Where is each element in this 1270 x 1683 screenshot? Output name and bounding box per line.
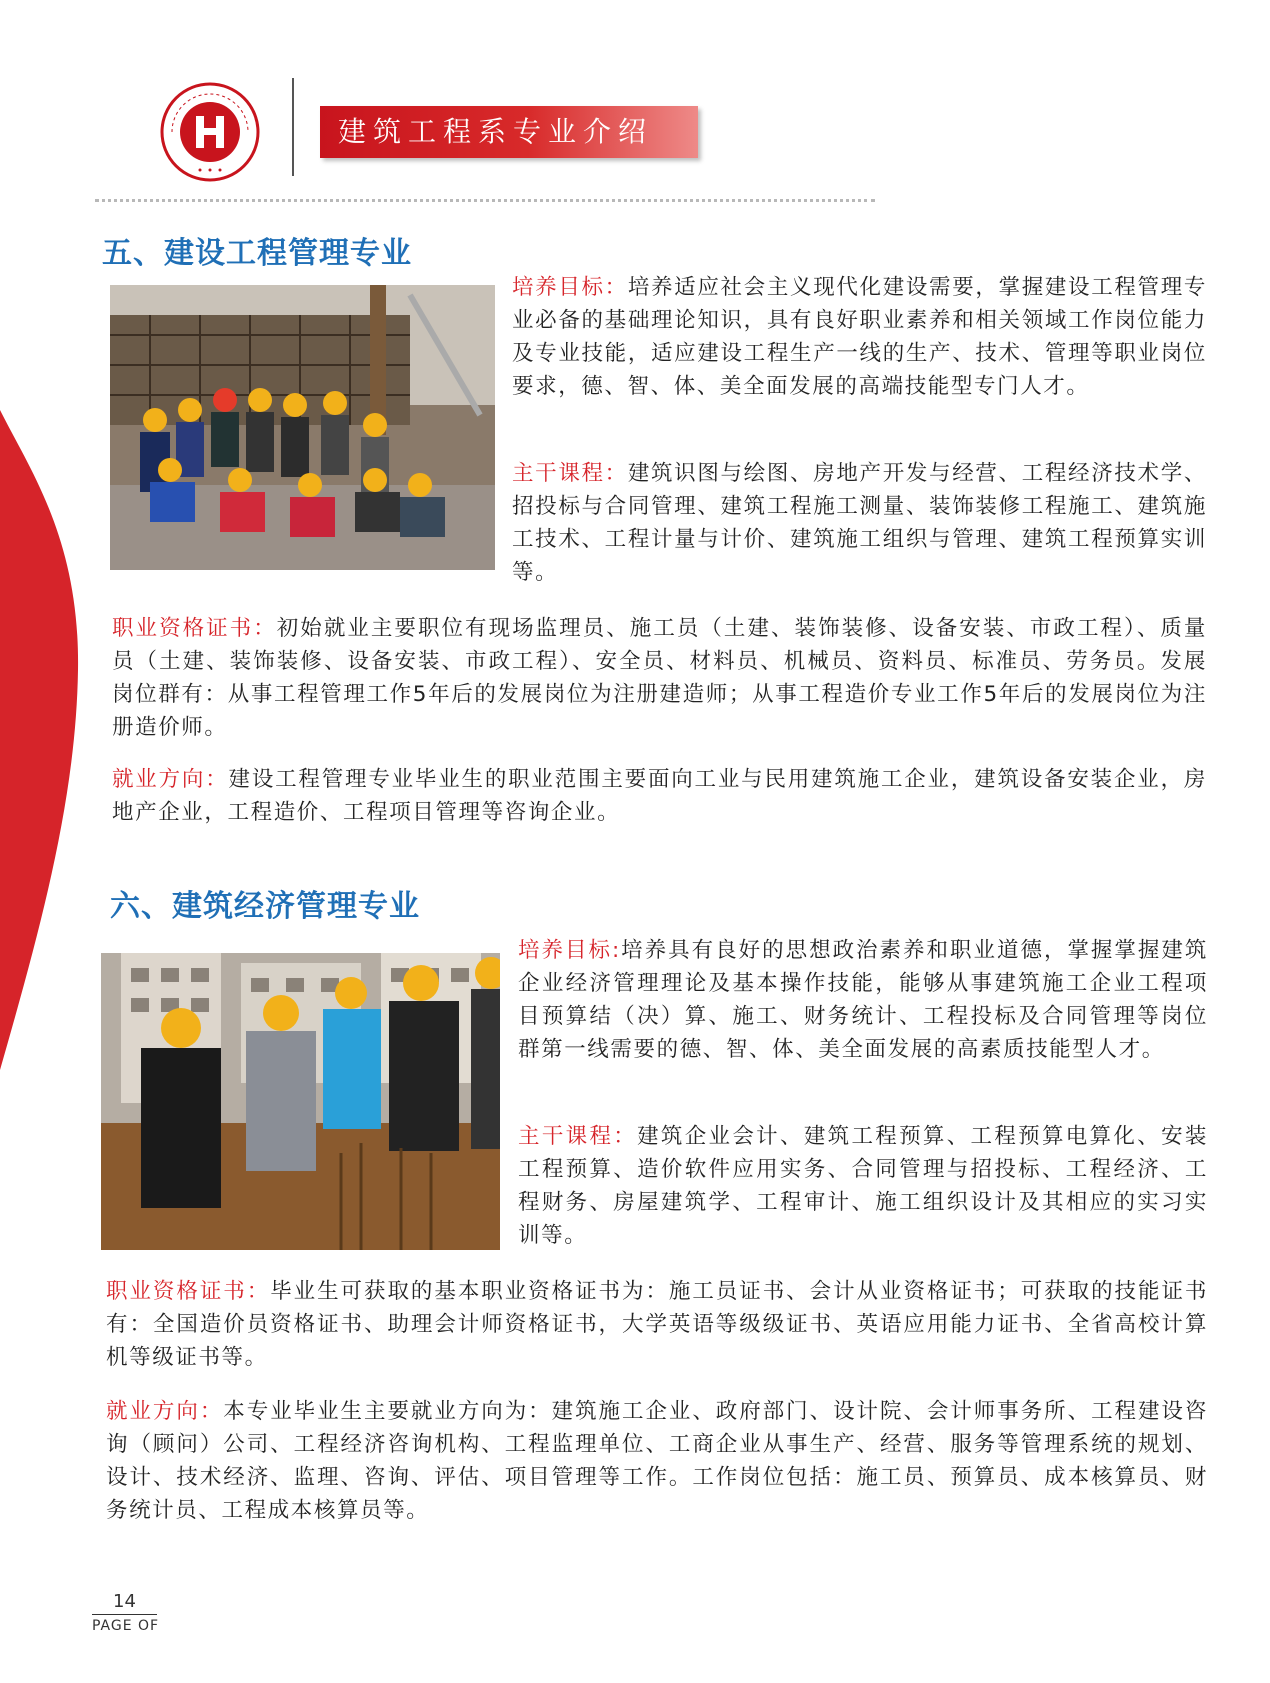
dotted-separator: [95, 199, 875, 202]
section6-cert-label: 职业资格证书：: [106, 1279, 271, 1304]
section6-job-label: 就业方向：: [106, 1399, 224, 1424]
page-number: 14: [113, 1591, 136, 1612]
page-number-rule: [92, 1614, 157, 1615]
section5-cert-text: 初始就业主要职位有现场监理员、施工员（土建、装饰装修、设备安装、市政工程）、质量员（土建、装饰装修、设备安装、市政工程）、安全员、材料员、机械员、资料员、标准员、劳务员。发展岗位群有：从事工程管理工作5年后的发展岗位为注册建造师；从事工程造价专业工作5年后的发展岗位为注册造价师。: [112, 616, 1207, 740]
section6-job-paragraph: [106, 1395, 1208, 1527]
section6-course-label: 主干课程：: [518, 1124, 638, 1149]
section5-job-paragraph: [112, 763, 1207, 829]
section6-cert-paragraph: [106, 1275, 1208, 1374]
section5-heading: 五、建设工程管理专业: [102, 236, 412, 271]
section5-course-label: 主干课程：: [512, 461, 628, 486]
section6-cert-text: 毕业生可获取的基本职业资格证书为：施工员证书、会计从业资格证书；可获取的技能证书有：全国造价员资格证书、助理会计师资格证书，大学英语等级级证书、英语应用能力证书、全省高校计算机等级证书等。: [106, 1279, 1208, 1370]
section6-course-text: 建筑企业会计、建筑工程预算、工程预算电算化、安装工程预算、造价软件应用实务、合同管理与招投标、工程经济、工程财务、房屋建筑学、工程审计、施工组织设计及其相应的实习实训等。: [518, 1124, 1208, 1248]
section5-cert-paragraph: [112, 612, 1207, 744]
section5-goal-paragraph: [512, 271, 1207, 403]
section5-job-label: 就业方向：: [112, 767, 229, 792]
section6-goal-text: 培养具有良好的思想政治素养和职业道德，掌握掌握建筑企业经济管理理论及基本操作技能，能够从事建筑施工企业工程项目预算结（决）算、施工、财务统计、工程投标及合同管理等岗位群第一线需要的德、智、体、美全面发展的高素质技能型人才。: [518, 938, 1208, 1062]
section5-job-text: 建设工程管理专业毕业生的职业范围主要面向工业与民用建筑施工企业，建筑设备安装企业，房地产企业，工程造价、工程项目管理等咨询企业。: [112, 767, 1207, 825]
section5-goal-label: 培养目标：: [512, 275, 628, 300]
header-divider: [292, 78, 294, 176]
page-of-label: PAGE OF: [92, 1618, 160, 1634]
section6-photo-site-inspection: [101, 953, 500, 1250]
section6-goal-label: 培养目标:: [518, 938, 621, 963]
section6-goal-paragraph: [518, 934, 1208, 1066]
section5-course-text: 建筑识图与绘图、房地产开发与经营、工程经济技术学、招投标与合同管理、建筑工程施工测量、装饰装修工程施工、建筑施工技术、工程计量与计价、建筑施工组织与管理、建筑工程预算实训等。: [512, 461, 1207, 585]
section5-photo-construction-workers: [110, 285, 495, 570]
red-wave-decoration: [0, 410, 90, 1070]
section6-heading: 六、建筑经济管理专业: [110, 889, 420, 924]
college-logo: [160, 82, 260, 182]
section5-cert-label: 职业资格证书：: [112, 616, 277, 641]
page-banner-title: 建筑工程系专业介绍: [320, 106, 698, 158]
section5-goal-text: 培养适应社会主义现代化建设需要，掌握建设工程管理专业必备的基础理论知识，具有良好职业素养和相关领域工作岗位能力及专业技能，适应建设工程生产一线的生产、技术、管理等职业岗位要求，德、智、体、美全面发展的高端技能型专门人才。: [512, 275, 1207, 399]
section6-course-paragraph: [518, 1120, 1208, 1252]
section6-job-text: 本专业毕业生主要就业方向为：建筑施工企业、政府部门、设计院、会计师事务所、工程建设咨询（顾问）公司、工程经济咨询机构、工程监理单位、工商企业从事生产、经营、服务等管理系统的规划、设计、技术经济、监理、咨询、评估、项目管理等工作。工作岗位包括：施工员、预算员、成本核算员、财务统计员、工程成本核算员等。: [106, 1399, 1208, 1523]
section5-course-paragraph: [512, 457, 1207, 589]
